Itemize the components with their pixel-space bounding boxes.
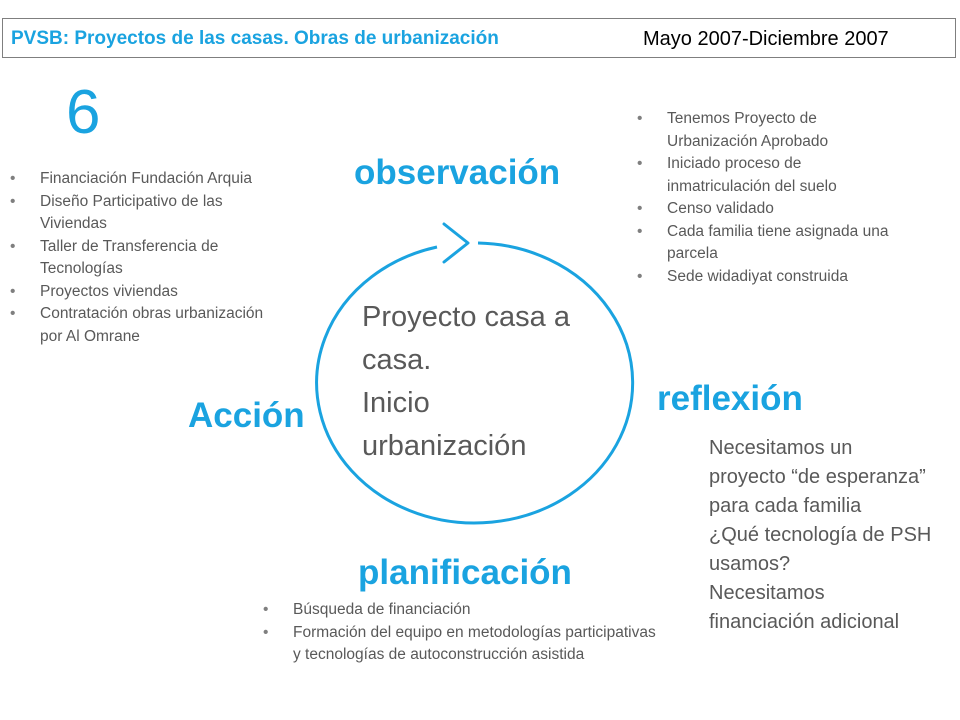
date-range: Mayo 2007-Diciembre 2007	[643, 28, 889, 50]
list-item: • Financiación Fundación Arquia	[10, 168, 272, 191]
reflection-line: financiación adicional	[709, 611, 900, 633]
list-item: • Sede widadiyat construida	[637, 266, 899, 289]
list-item: • Formación del equipo en metodologías participativas y tecnologías de autoconstrucción asistida	[263, 622, 663, 667]
reflection-notes	[709, 434, 959, 637]
center-line: Inicio	[362, 387, 430, 419]
list-item: • Diseño Participativo de las Viviendas	[10, 191, 272, 236]
reflection-line: usamos?	[709, 553, 791, 575]
stage-observation: observación	[354, 153, 561, 192]
list-item: • Cada familia tiene asignada una parcela	[637, 221, 899, 266]
center-label	[362, 296, 612, 468]
list-item: • Proyectos viviendas	[10, 281, 272, 304]
center-line: Proyecto casa a	[362, 301, 570, 333]
stage-reflection: reflexión	[657, 379, 803, 418]
action-list	[10, 168, 272, 348]
list-item: • Tenemos Proyecto de Urbanización Aprobado	[637, 108, 899, 153]
list-item: • Búsqueda de financiación	[263, 599, 663, 622]
list-item: • Iniciado proceso de inmatriculación del suelo	[637, 153, 899, 198]
reflection-line: para cada familia	[709, 495, 862, 517]
list-item: • Censo validado	[637, 198, 899, 221]
center-line: urbanización	[362, 430, 527, 462]
center-line: casa.	[362, 344, 432, 376]
reflection-line: ¿Qué tecnología de PSH	[709, 524, 932, 546]
list-item: • Taller de Transferencia de Tecnologías	[10, 236, 272, 281]
planning-list	[263, 599, 663, 667]
reflection-line: Necesitamos	[709, 582, 825, 604]
reflection-line: Necesitamos un	[709, 437, 853, 459]
reflection-line: proyecto “de esperanza”	[709, 466, 926, 488]
cycle-arrowhead	[444, 224, 468, 262]
stage-action: Acción	[188, 396, 305, 435]
observation-list	[637, 108, 899, 288]
slide-number: 6	[66, 78, 101, 147]
stage-planning: planificación	[358, 553, 572, 592]
slide-title: PVSB: Proyectos de las casas. Obras de urbanización	[11, 28, 499, 49]
list-item: • Contratación obras urbanización por Al Omrane	[10, 303, 272, 348]
